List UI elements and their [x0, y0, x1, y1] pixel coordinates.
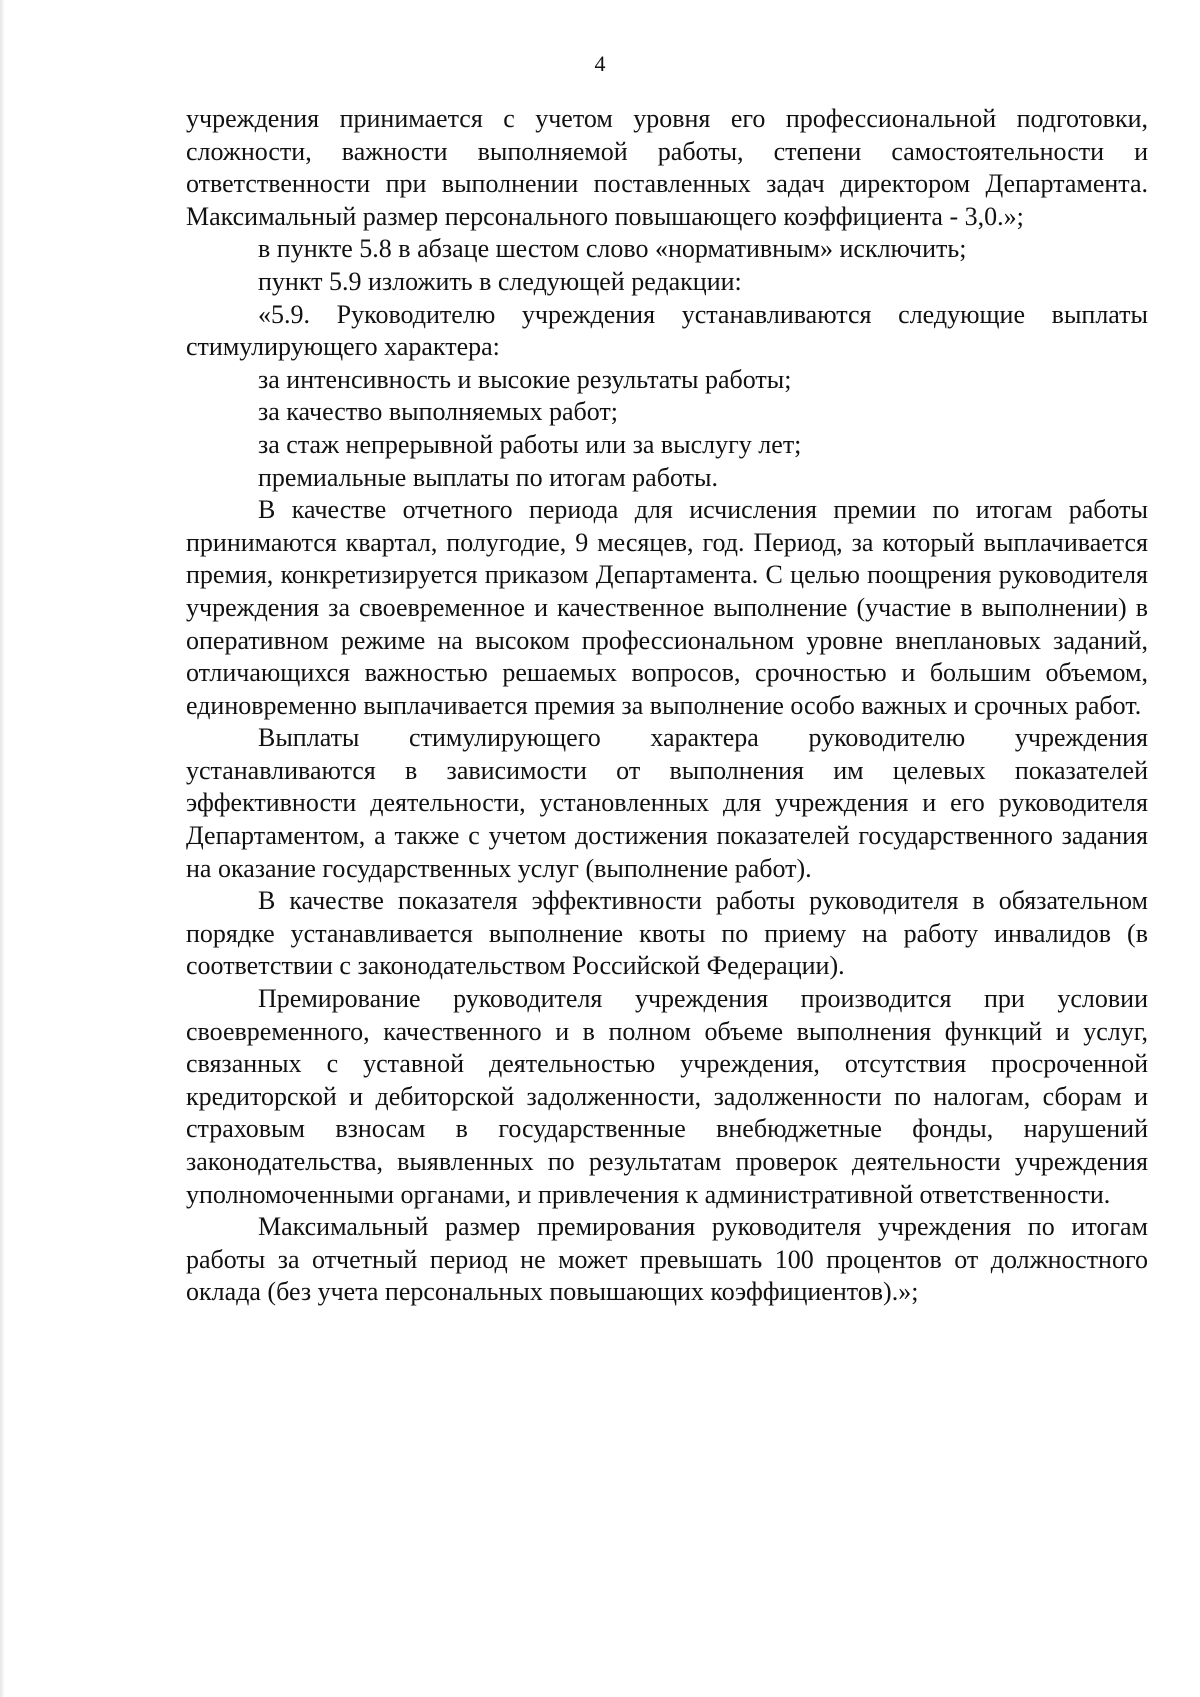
- list-item: за качество выполняемых работ;: [258, 397, 618, 427]
- paragraph-amendment-5-8: в пункте 5.8 в абзаце шестом слово «нормативным» исключить;: [258, 234, 967, 264]
- list-item: за стаж непрерывной работы или за выслугу лет;: [258, 429, 802, 459]
- document-body: [186, 103, 1148, 1309]
- list-item: премиальные выплаты по итогам работы.: [258, 462, 718, 492]
- paragraph-reporting-period: В качестве отчетного периода для исчисления премии по итогам работы принимаются квартал, полугодие, 9 месяцев, год. Период, за который выплачивается премия, конкретизируется приказом Департамента. С целью поощрения руководителя учреждения за своевременное и качественное выполнение (участие в выполнении) в оперативном режиме на высоком профессиональном уровне внеплановых заданий, отличающихся важностью решаемых вопросов, срочностью и большим объемом, единовременно выплачивается премия за выполнение особо важных и срочных работ.: [186, 495, 1148, 720]
- paragraph-disability-quota: В качестве показателя эффективности работы руководителя в обязательном порядке устанавливается выполнение квоты по приему на работу инвалидов (в соответствии с законодательством Российской Федерации).: [186, 886, 1148, 981]
- list-item: за интенсивность и высокие результаты работы;: [258, 364, 792, 394]
- paragraph-5-9-intro: «5.9. Руководителю учреждения устанавливаются следующие выплаты стимулирующего характера:: [186, 299, 1148, 362]
- paragraph-amendment-5-9: пункт 5.9 изложить в следующей редакции:: [258, 266, 742, 296]
- paragraph-bonus-conditions: Премирование руководителя учреждения производится при условии своевременного, качественного и в полном объеме выполнения функций и услуг, связанных с уставной деятельностью учреждения, отсутствия просроченной кредиторской и дебиторской задолженности, задолженности по налогам, сборам и страховым взносам в государственные внебюджетные фонды, нарушений законодательства, выявленных по результатам проверок деятельности учреждения уполномоченными органами, и привлечения к административной ответственности.: [186, 984, 1148, 1209]
- page-number: 4: [594, 51, 606, 76]
- paragraph-maximum-bonus: Максимальный размер премирования руководителя учреждения по итогам работы за отчетный период не может превышать 100 процентов от должностного оклада (без учета персональных повышающих коэффициентов).»;: [186, 1212, 1148, 1307]
- paragraph-incentive-payments: Выплаты стимулирующего характера руководителю учреждения устанавливаются в зависимости от выполнения им целевых показателей эффективности деятельности, установленных для учреждения и его руководителя Департаментом, а также с учетом достижения показателей государственного задания на оказание государственных услуг (выполнение работ).: [186, 723, 1148, 883]
- paragraph-continuation: учреждения принимается с учетом уровня его профессиональной подготовки, сложности, важности выполняемой работы, степени самостоятельности и ответственности при выполнении поставленных задач директором Департамента. Максимальный размер персонального повышающего коэффициента - 3,0.»;: [186, 104, 1148, 231]
- scan-edge: [0, 0, 5, 1697]
